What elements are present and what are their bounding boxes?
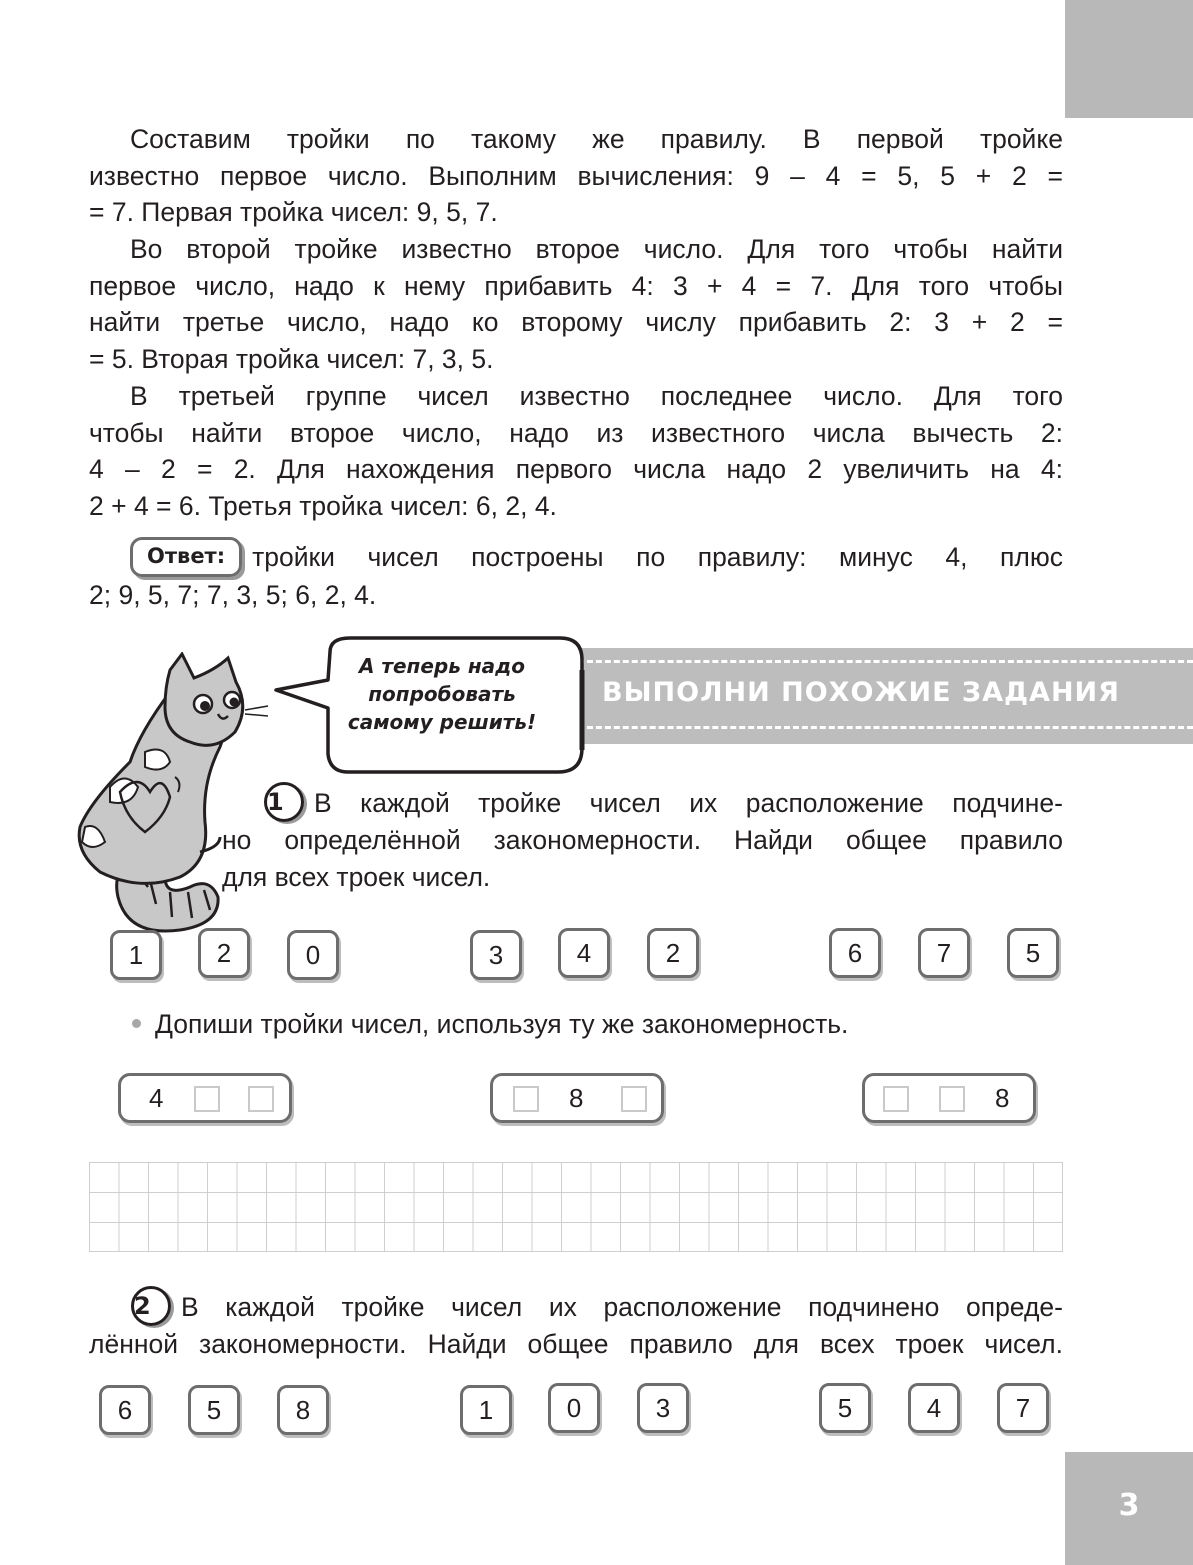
answer-text: тройки чисел построены по правилу: минус 4, плюс: [252, 542, 1063, 572]
subtask-text: Допиши тройки чисел, используя ту же закономерность.: [155, 1009, 849, 1039]
number-box: 4: [558, 928, 610, 978]
answer-square[interactable]: [513, 1086, 539, 1112]
corner-tab-bottom: [1065, 1452, 1193, 1565]
answer-square[interactable]: [194, 1086, 220, 1112]
number-box: 7: [918, 928, 970, 978]
fill-in-triple: [490, 1073, 664, 1123]
task-2-line: лённой закономерности. Найди общее правило для всех троек чисел.: [89, 1329, 1063, 1359]
section-ribbon: [578, 648, 1193, 744]
explanation-paragraph-1: [89, 121, 1063, 231]
bullet-icon: [132, 1019, 141, 1028]
text-line: = 7. Первая тройка чисел: 9, 5, 7.: [89, 197, 498, 227]
number-box: 0: [548, 1383, 600, 1433]
answer-square[interactable]: [939, 1086, 965, 1112]
bubble-line: попробовать: [368, 682, 516, 706]
text-line: = 5. Вторая тройка чисел: 7, 3, 5.: [89, 343, 494, 374]
task-1-line: 1 В каждой тройке чисел их расположение подчине-: [222, 782, 1063, 822]
answer-block: [89, 537, 1063, 614]
explanation-paragraph-2: [89, 231, 1063, 377]
task-2-line: 2 В каждой тройке чисел их расположение подчинено опреде-: [89, 1286, 1063, 1326]
fill-in-triple: [118, 1073, 292, 1123]
number-box: 3: [637, 1383, 689, 1433]
answer-square[interactable]: [248, 1086, 274, 1112]
number-box: 1: [460, 1385, 512, 1435]
given-number: 8: [569, 1083, 584, 1113]
text-line: Составим тройки по такому же правилу. В первой тройке: [130, 124, 1063, 154]
writing-grid[interactable]: [89, 1162, 1063, 1252]
text-line: Во второй тройке известно второе число. Для того чтобы найти: [130, 234, 1063, 264]
text-line: известно первое число. Выполним вычисления: 9 – 4 = 5, 5 + 2 =: [89, 160, 1063, 191]
number-box: 6: [99, 1385, 151, 1435]
number-box: 1: [110, 930, 162, 980]
given-number: 4: [149, 1083, 164, 1113]
ribbon-dashed-line: [578, 726, 1193, 729]
text-line: 2 + 4 = 6. Третья тройка чисел: 6, 2, 4.: [89, 490, 557, 521]
number-box: 5: [819, 1383, 871, 1433]
number-box: 8: [277, 1385, 329, 1435]
number-box: 5: [188, 1385, 240, 1435]
text-line: найти третье число, надо ко второму числу прибавить 2: 3 + 2 =: [89, 307, 1063, 337]
bubble-line: самому решить!: [347, 710, 537, 734]
text-line: В третьей группе чисел известно последнее число. Для того: [130, 381, 1063, 411]
task-2-text: [89, 1286, 1063, 1363]
number-box: 7: [997, 1383, 1049, 1433]
answer-text: 2; 9, 5, 7; 7, 3, 5; 6, 2, 4.: [89, 580, 377, 610]
answer-line: [89, 537, 1063, 577]
answer-square[interactable]: [621, 1086, 647, 1112]
corner-tab-top: [1065, 0, 1193, 118]
answer-square[interactable]: [883, 1086, 909, 1112]
page-number: 3: [1118, 1488, 1140, 1523]
number-box: 2: [647, 928, 699, 978]
speech-bubble-text: [318, 652, 566, 736]
number-box: 4: [908, 1383, 960, 1433]
ribbon-dashed-line: [578, 660, 1193, 663]
given-number: 8: [995, 1083, 1010, 1113]
section-title: ВЫПОЛНИ ПОХОЖИЕ ЗАДАНИЯ: [602, 677, 1120, 708]
answer-badge: Ответ:: [130, 537, 242, 577]
explanation-paragraph-3: [89, 378, 1063, 524]
fill-in-triple: [862, 1073, 1036, 1123]
number-box: 5: [1007, 928, 1059, 978]
text-line: 4 – 2 = 2. Для нахождения первого числа надо 2 увеличить на 4:: [89, 454, 1063, 484]
task-number-badge: 1: [264, 782, 304, 822]
number-box: 3: [470, 930, 522, 980]
text-line: чтобы найти второе число, надо из известного числа вычесть 2:: [89, 417, 1063, 448]
subtask-line: [132, 1006, 848, 1042]
task-number-badge: 2: [131, 1286, 171, 1326]
number-box: 2: [198, 928, 250, 978]
number-box: 0: [287, 930, 339, 980]
number-box: 6: [829, 928, 881, 978]
task-1-text: [222, 782, 1063, 895]
task-1-line: но определённой закономерности. Найди общее правило: [222, 825, 1063, 855]
bubble-line: А теперь надо: [358, 654, 526, 678]
task-1-line: для всех троек чисел.: [222, 861, 491, 892]
text-line: первое число, надо к нему прибавить 4: 3 + 4 = 7. Для того чтобы: [89, 270, 1063, 301]
